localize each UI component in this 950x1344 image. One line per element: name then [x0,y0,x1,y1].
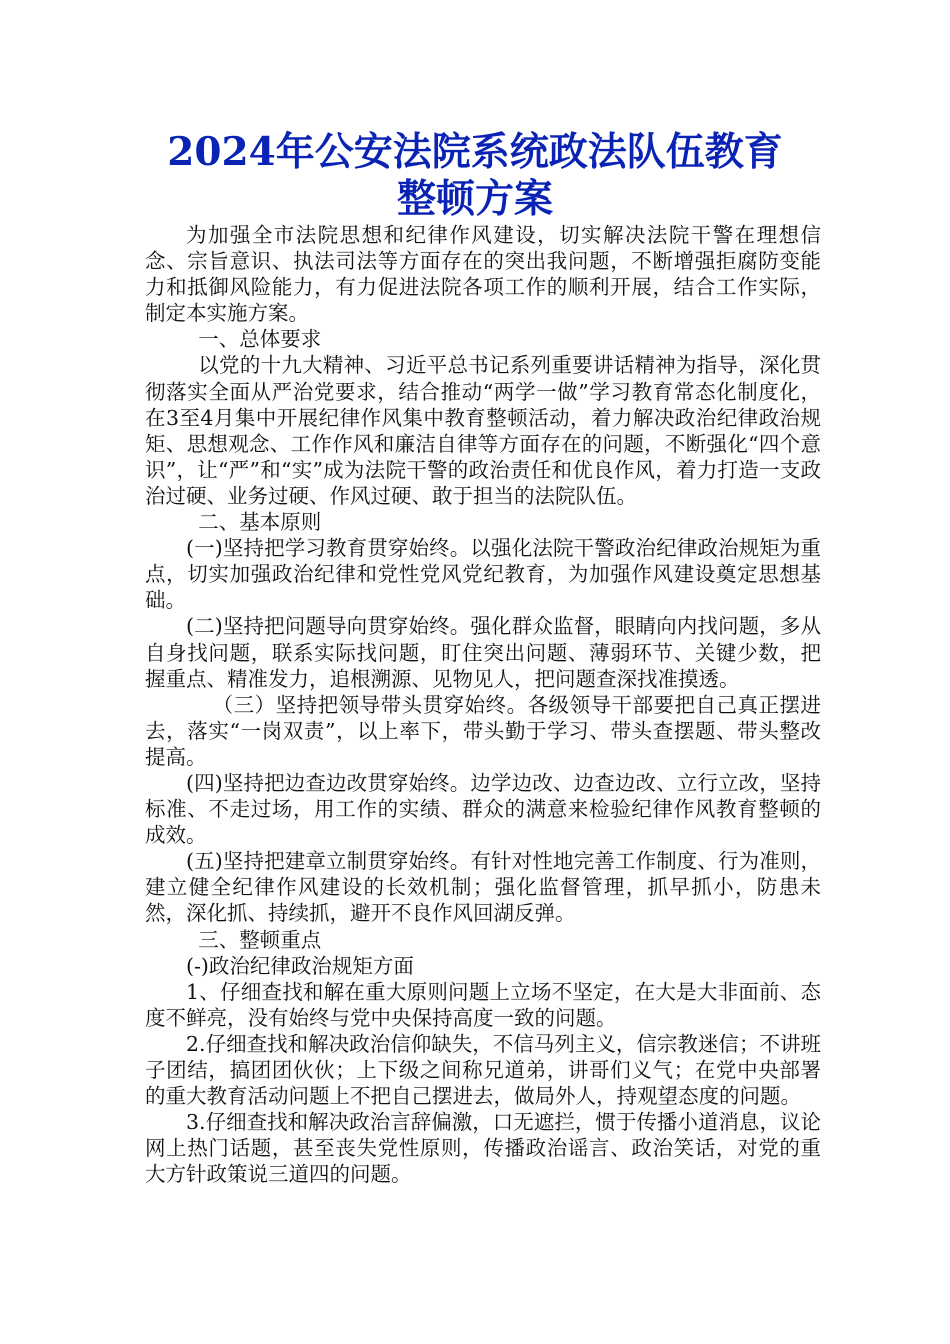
subsection-heading-political-discipline: (-)政治纪律政治规矩方面 [186,953,414,978]
section-heading-basic-principles: 二、基本原则 [198,510,322,535]
key-point-2: 2.仔细查找和解决政治信仰缺失，不信马列主义，信宗教迷信；不讲班子团结，搞团团伙伙；上下级之间称兄道弟，讲哥们义气；在党中央部署的重大教育活动问题上不把自己摆进去，做局外人，持观望态度的问题。 [145,1031,821,1109]
section-heading-overall-requirements: 一、总体要求 [198,327,322,352]
section-heading-key-points: 三、整顿重点 [198,927,322,952]
principle-5: (五)坚持把建章立制贯穿始终。有针对性地完善工作制度、行为准则，建立健全纪律作风建设的长效机制；强化监督管理，抓早抓小，防患未然，深化抓、持续抓，避开不良作风回湖反弹。 [145,849,821,926]
document-title-line-2: 整顿方案 [396,176,553,222]
intro-paragraph: 为加强全市法院思想和纪律作风建设，切实解决法院干警在理想信念、宗旨意识、执法司法等方面存在的突出我问题，不断增强拒腐防变能力和抵御风险能力，有力促进法院各项工作的顺利开展，结合工作实际，制定本实施方案。 [145,223,821,326]
principle-4: (四)坚持把边查边改贯穿始终。边学边改、边查边改、立行立改，坚持标准、不走过场，用工作的实绩、群众的满意来检验纪律作风教育整顿的成效。 [145,770,821,848]
principle-2: (二)坚持把问题导向贯穿始终。强化群众监督，眼睛向内找问题，多从自身找问题，联系实际找问题，盯住突出问题、薄弱环节、关键少数，把握重点、精准发力，追根溯源、见物见人，把问题查深找准摸透。 [145,614,821,691]
document-body [145,222,821,1187]
principle-1: (一)坚持把学习教育贯穿始终。以强化法院干警政治纪律政治规矩为重点，切实加强政治纪律和党性党风党纪教育，为加强作风建设奠定思想基础。 [145,536,821,613]
key-point-1: 1、仔细查找和解在重大原则问题上立场不坚定，在大是大非面前、态度不鲜亮，没有始终与党中央保持高度一致的问题。 [145,979,821,1030]
paragraph-overall-requirements: 以党的十九大精神、习近平总书记系列重要讲话精神为指导，深化贯彻落实全面从严治党要求，结合推动“两学一做”学习教育常态化制度化，在3至4月集中开展纪律作风集中教育整顿活动，着力解决政治纪律政治规矩、思想观念、工作作风和廉洁自律等方面存在的问题，不断强化“四个意识”，让“严”和“实”成为法院干警的政治责任和优良作风，着力打造一支政治过硬、业务过硬、作风过硬、敢于担当的法院队伍。 [145,353,821,508]
principle-3: （三）坚持把领导带头贯穿始终。各级领导干部要把自己真正摆进去，落实“一岗双责”，以上率下，带头勤于学习、带头查摆题、带头整改提高。 [145,692,821,769]
key-point-3: 3.仔细查找和解决政治言辞偏激，口无遮拦，惯于传播小道消息，议论网上热门话题，甚至丧失党性原则，传播政治谣言、政治笑话，对党的重大方针政策说三道四的问题。 [145,1110,821,1187]
document-title-line-1: 2024年公安法院系统政法队伍教育 [167,129,783,175]
